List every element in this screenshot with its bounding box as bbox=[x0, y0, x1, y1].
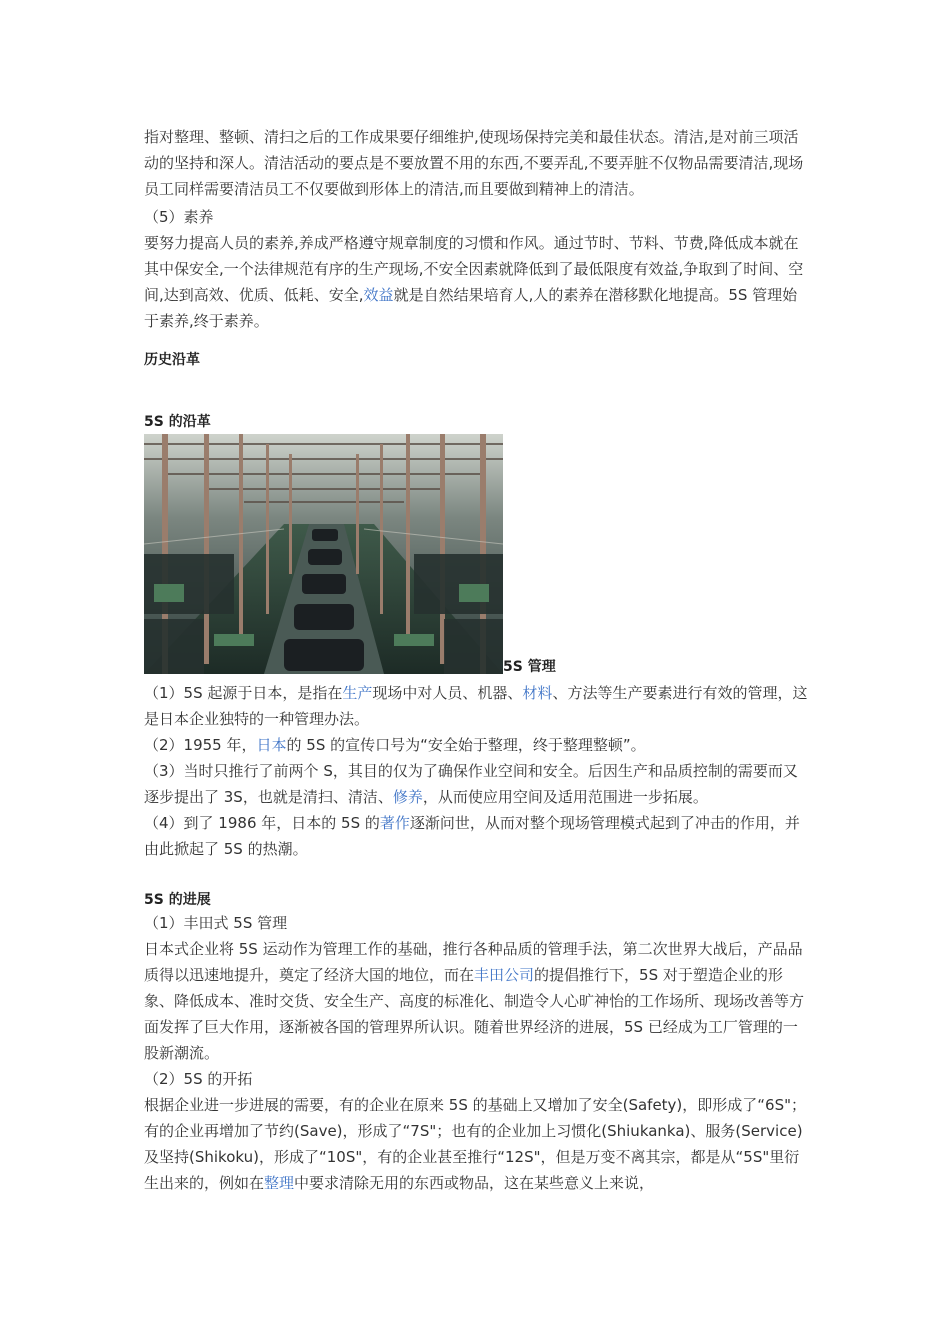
history-item-2: （2）1955 年，日本的 5S 的宣传口号为“安全始于整理，终于整理整顿”。 bbox=[144, 736, 646, 754]
history-item-1: （1）5S 起源于日本，是指在生产现场中对人员、机器、材料、方法等生产要素进行有效的管理，这是日本企业独特的一种管理办法。 bbox=[144, 684, 808, 728]
subheading-toyota-5s: （1）丰田式 5S 管理 bbox=[144, 914, 288, 932]
figure-caption: 5S 管理 bbox=[503, 659, 556, 675]
paragraph-toyota-5s: 日本式企业将 5S 运动作为管理工作的基础，推行各种品质的管理手法，第二次世界大战后，产品品质得以迅速地提升，奠定了经济大国的地位，而在丰田公司的提倡推行下，5S 对于塑造企业的形象、降低成本、准时交货、安全生产、高度的标准化、制造令人心旷神怡的工作场所、现场改善等方面发挥了巨大作用，逐渐被各国的管理界所认识。随着世界经济的进展，5S 已经成为工厂管理的一股新潮流。 bbox=[144, 940, 805, 1062]
subheading-discipline: （5）素养 bbox=[144, 208, 214, 226]
paragraph-5s-expansion: 根据企业进一步进展的需要，有的企业在原来 5S 的基础上又增加了安全(Safety)，即形成了“6S"；有的企业再增加了节约(Save)，形成了“7S"；也有的企业加上习惯化(Shiukanka)、服务(Service)及坚持(Shikoku)，形成了“10S"，有的企业甚至推行“12S"，但是万变不离其宗，都是从“5S"里衍生出来的，例如在整理中要求清除无用的东西或物品，这在某些意义上来说， bbox=[144, 1096, 807, 1192]
paragraph-cleanliness: 指对整理、整顿、清扫之后的工作成果要仔细维护,使现场保持完美和最佳状态。清洁,是对前三项活动的坚持和深人。清洁活动的要点是不要放置不用的东西,不要弄乱,不要弄脏不仅物品需要清洁,现场员工同样需要清洁员工不仅要做到形体上的清洁,而且要做到精神上的清洁。 bbox=[144, 128, 804, 198]
link-publications[interactable]: 著作 bbox=[379, 814, 410, 832]
heading-history: 历史沿革 bbox=[144, 352, 200, 368]
heading-5s-history: 5S 的沿革 bbox=[144, 414, 211, 430]
paragraph-discipline: 要努力提高人员的素养,养成严格遵守规章制度的习惯和作风。通过节时、节料、节费,降低成本就在其中保安全,一个法律规范有序的生产现场,不安全因素就降低到了最低限度有效益,争取到了时间、空间,达到高效、优质、低耗、安全,效益就是自然结果培育人,人的素养在潜移默化地提高。5S 管理始于素养,终于素养。 bbox=[144, 234, 804, 330]
document-page bbox=[144, 124, 808, 1196]
subheading-5s-expansion: （2）5S 的开拓 bbox=[144, 1070, 253, 1088]
link-japan[interactable]: 日本 bbox=[256, 736, 287, 754]
link-toyota[interactable]: 丰田公司 bbox=[474, 966, 535, 984]
history-item-4: （4）到了 1986 年，日本的 5S 的著作逐渐问世，从而对整个现场管理模式起到了冲击的作用，并由此掀起了 5S 的热潮。 bbox=[144, 814, 800, 858]
link-materials[interactable]: 材料 bbox=[522, 684, 553, 702]
heading-5s-progress: 5S 的进展 bbox=[144, 892, 211, 908]
link-cultivation[interactable]: 修养 bbox=[392, 788, 423, 806]
link-sort[interactable]: 整理 bbox=[264, 1174, 295, 1192]
figure-row bbox=[144, 434, 808, 674]
factory-assembly-line-image bbox=[144, 434, 503, 674]
history-item-3: （3）当时只推行了前两个 S，其目的仅为了确保作业空间和安全。后因生产和品质控制的需要而又逐步提出了 3S，也就是清扫、清洁、修养，从而使应用空间及适用范围进一步拓展。 bbox=[144, 762, 798, 806]
link-production[interactable]: 生产 bbox=[342, 684, 373, 702]
link-benefit[interactable]: 效益 bbox=[363, 286, 394, 304]
